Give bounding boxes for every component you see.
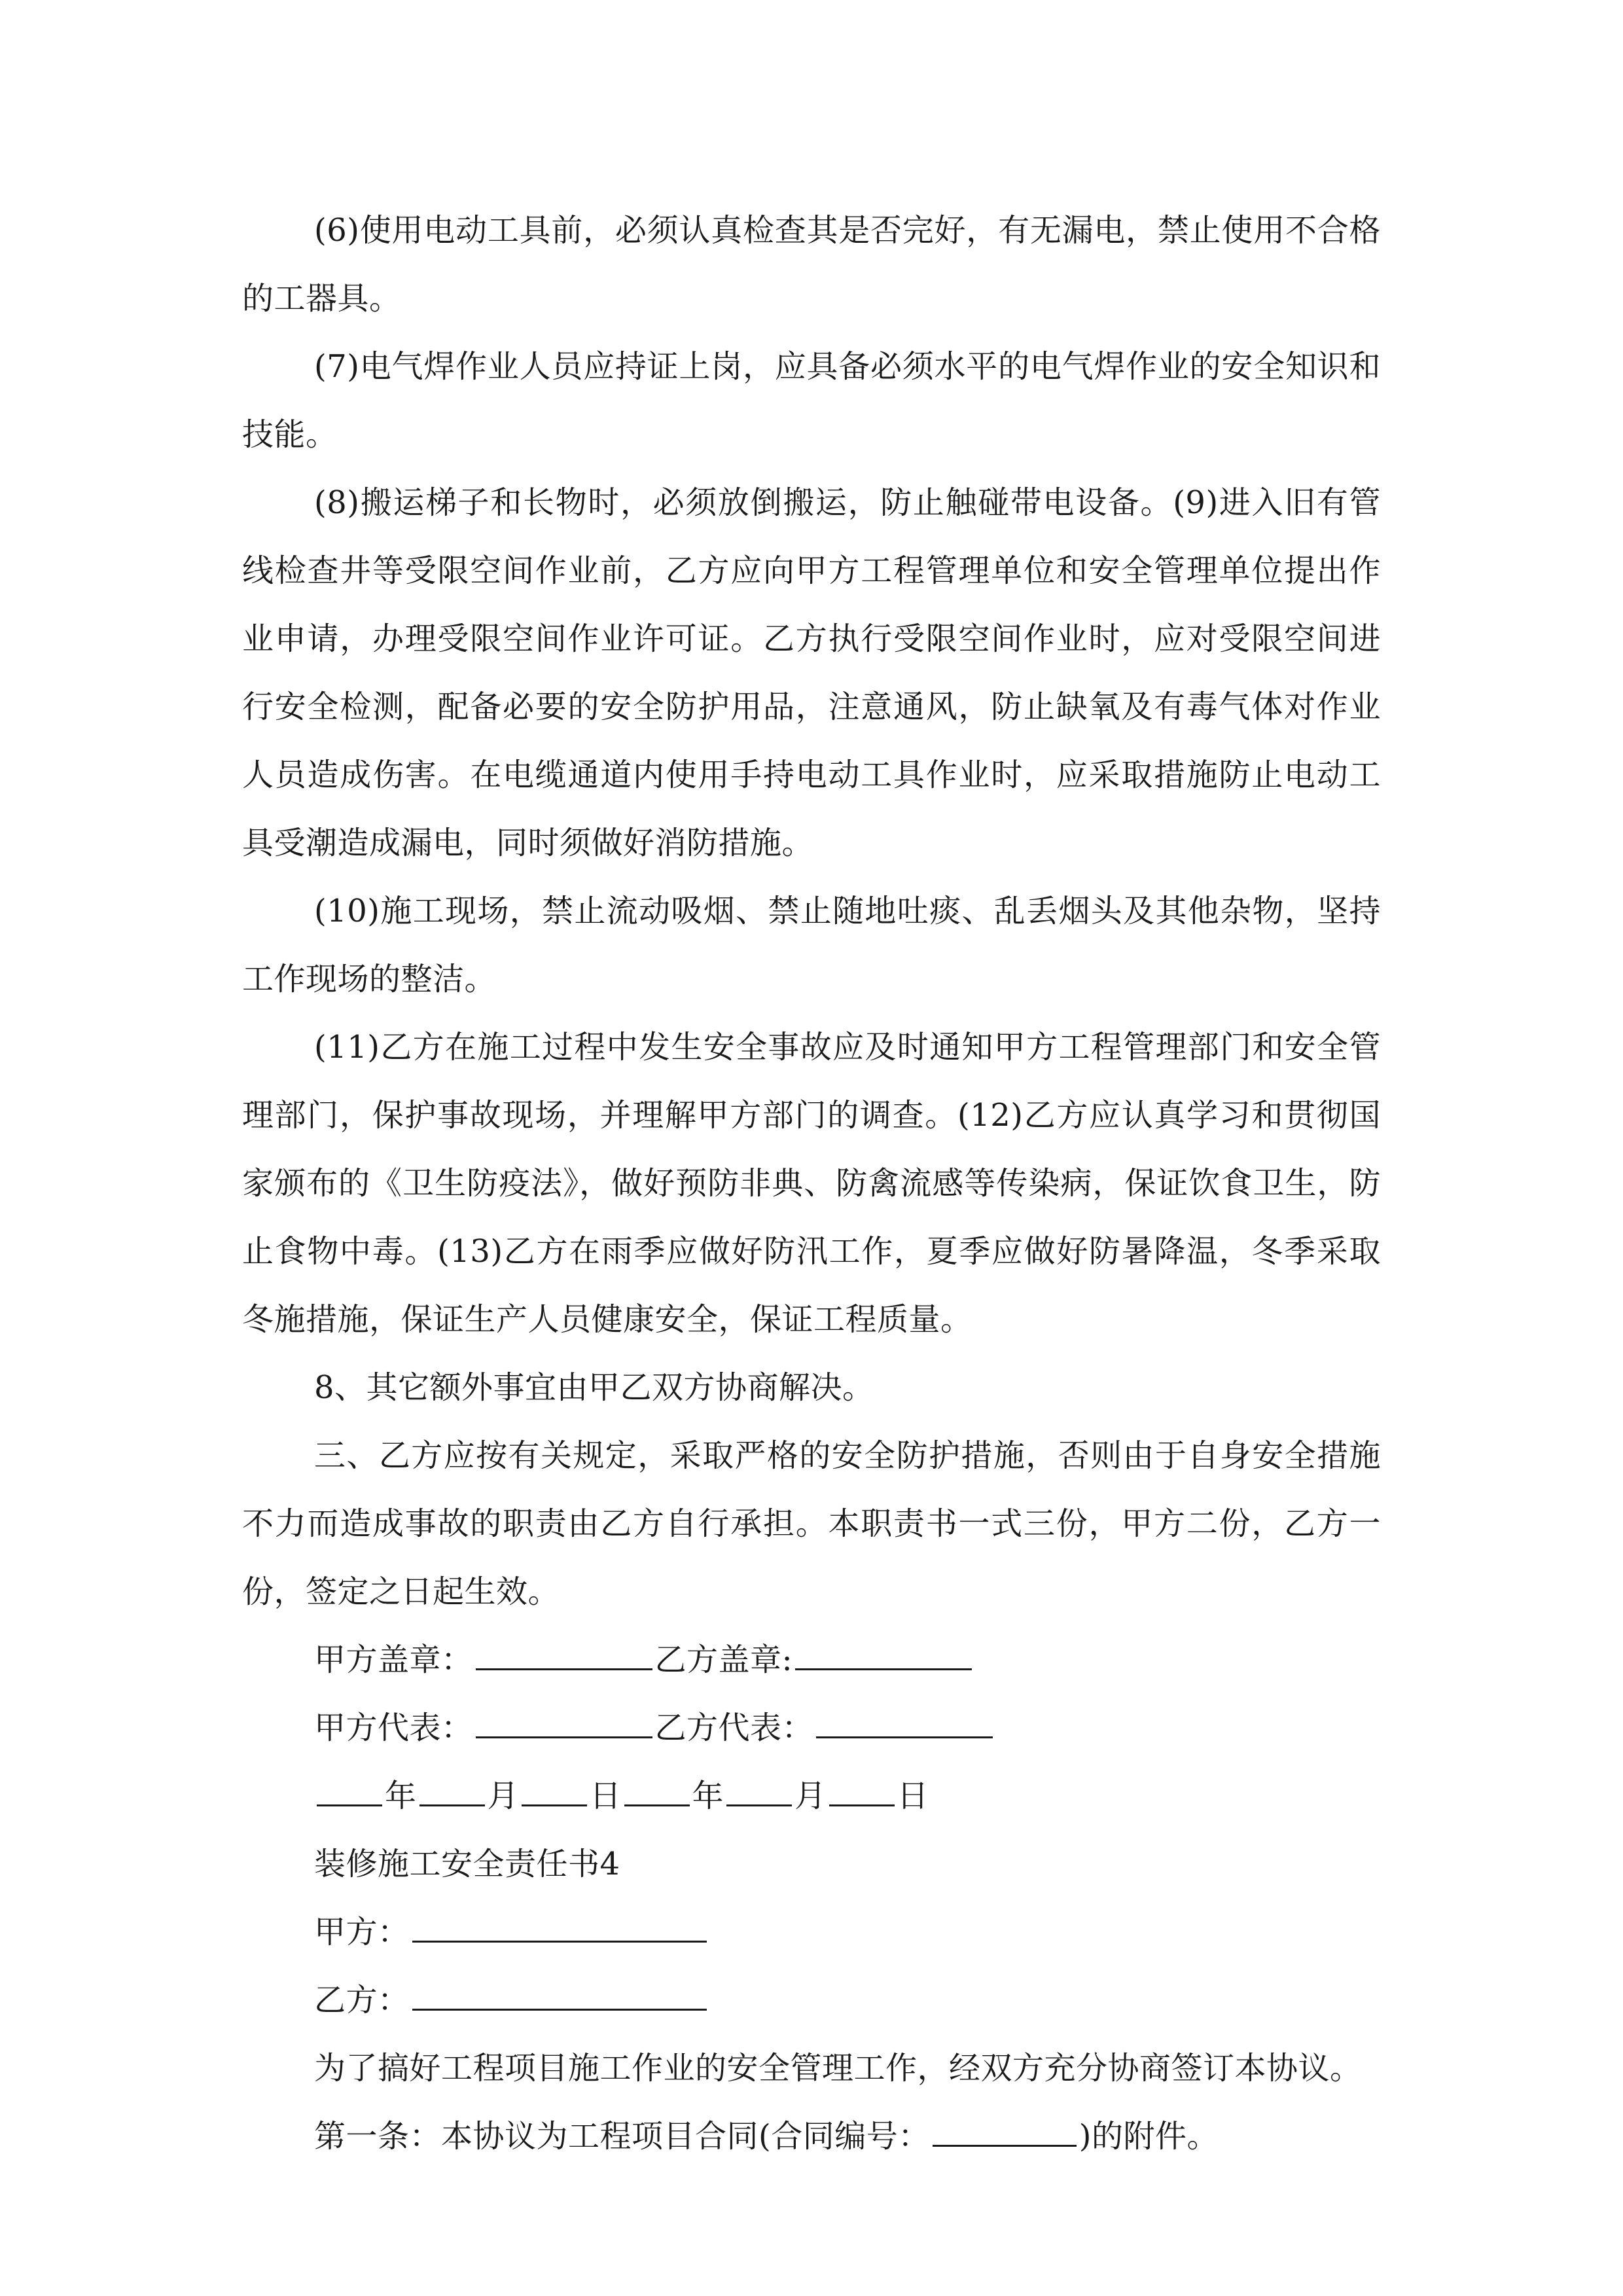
representative-line	[242, 1694, 1381, 1762]
article-1-line	[242, 2102, 1381, 2170]
party-b-rep-label: 乙方代表：	[654, 1710, 814, 1746]
next-party-a-label: 甲方：	[314, 1914, 410, 1950]
party-a-rep-blank[interactable]	[476, 1706, 652, 1738]
seal-line	[242, 1626, 1381, 1694]
party-a-seal-label: 甲方盖章：	[314, 1641, 473, 1678]
party-b-seal-blank[interactable]	[795, 1638, 972, 1670]
article-1-suffix: )的附件。	[1079, 2118, 1219, 2155]
contract-number-blank[interactable]	[933, 2115, 1077, 2147]
date-line	[242, 1762, 1381, 1830]
clause-11-13: (11)乙方在施工过程中发生安全事故应及时通知甲方工程管理部门和安全管理部门，保护事故现场，并理解甲方部门的调查。(12)乙方应认真学习和贯彻国家颁布的《卫生防疫法》，做好预防非典、防禽流感等传染病，保证饮食卫生，防止食物中毒。(13)乙方在雨季应做好防汛工作，夏季应做好防暑降温，冬季采取冬施措施，保证生产人员健康安全，保证工程质量。	[242, 1029, 1381, 1338]
next-doc-intro: 为了搞好工程项目施工作业的安全管理工作，经双方充分协商签订本协议。	[314, 2050, 1362, 2087]
date-a-day-blank[interactable]	[522, 1774, 587, 1806]
next-party-b-label: 乙方：	[314, 1982, 410, 2018]
next-party-b-blank[interactable]	[412, 1979, 707, 2011]
article-1-prefix: 第一条：本协议为工程项目合同(合同编号：	[314, 2118, 930, 2155]
year-label: 年	[385, 1778, 417, 1814]
date-b-month-blank[interactable]	[726, 1774, 792, 1806]
section-3: 三、乙方应按有关规定，采取严格的安全防护措施，否则由于自身安全措施不力而造成事故的职责由乙方自行承担。本职责书一式三份，甲方二份，乙方一份，签定之日起生效。	[242, 1437, 1381, 1610]
month-label: 月	[487, 1778, 520, 1814]
next-doc-title: 装修施工安全责任书4	[314, 1846, 620, 1882]
year-label: 年	[692, 1778, 724, 1814]
clause-10: (10)施工现场，禁止流动吸烟、禁止随地吐痰、乱丢烟头及其他杂物，坚持工作现场的整洁。	[242, 893, 1381, 997]
item-8: 8、其它额外事宜由甲乙双方协商解决。	[314, 1369, 874, 1406]
next-party-a-line	[242, 1898, 1381, 1966]
next-party-b-line	[242, 1966, 1381, 2034]
month-label: 月	[794, 1778, 827, 1814]
date-a-year-blank[interactable]	[317, 1774, 382, 1806]
date-a-month-blank[interactable]	[419, 1774, 485, 1806]
next-party-a-blank[interactable]	[412, 1910, 707, 1943]
clause-7: (7)电气焊作业人员应持证上岗，应具备必须水平的电气焊作业的安全知识和技能。	[242, 348, 1381, 453]
party-a-seal-blank[interactable]	[476, 1638, 652, 1670]
day-label: 日	[897, 1778, 929, 1814]
party-b-seal-label: 乙方盖章:	[654, 1641, 793, 1678]
party-a-rep-label: 甲方代表：	[314, 1710, 473, 1746]
document-body	[242, 196, 1381, 2170]
day-label: 日	[590, 1778, 622, 1814]
clause-6: (6)使用电动工具前，必须认真检查其是否完好，有无漏电，禁止使用不合格的工器具。	[242, 212, 1381, 317]
party-b-rep-blank[interactable]	[816, 1706, 993, 1738]
date-b-year-blank[interactable]	[624, 1774, 690, 1806]
clause-8-9: (8)搬运梯子和长物时，必须放倒搬运，防止触碰带电设备。(9)进入旧有管线检查井等受限空间作业前，乙方应向甲方工程管理单位和安全管理单位提出作业申请，办理受限空间作业许可证。乙方执行受限空间作业时，应对受限空间进行安全检测，配备必要的安全防护用品，注意通风，防止缺氧及有毒气体对作业人员造成伤害。在电缆通道内使用手持电动工具作业时，应采取措施防止电动工具受潮造成漏电，同时须做好消防措施。	[242, 484, 1381, 861]
date-b-day-blank[interactable]	[829, 1774, 895, 1806]
